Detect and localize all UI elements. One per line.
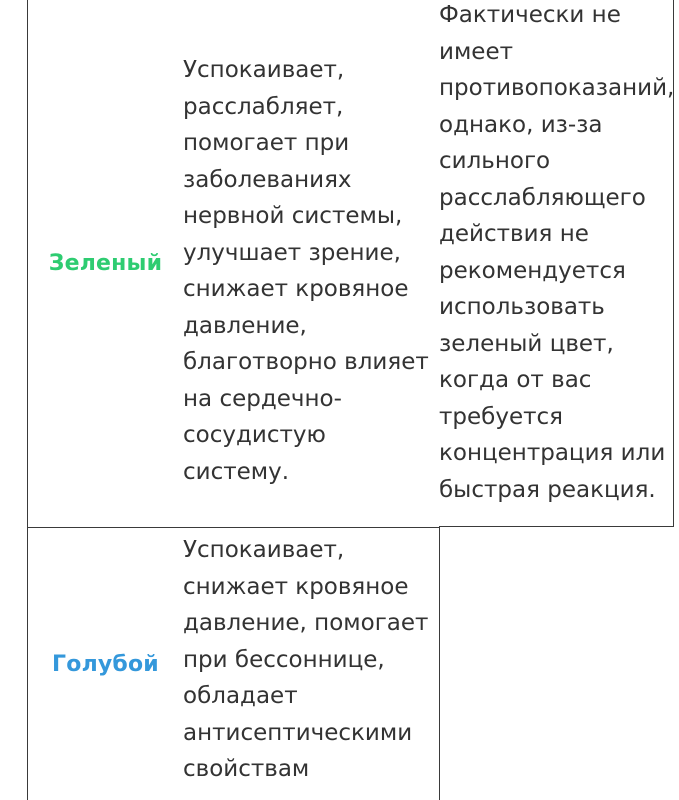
effect-text-green: Успокаивает, расслабляет, помогает при заболеваниях нервной системы, улучшает зрение, снижает кровяное давление, благотворно влияет на сердечно- сосудистую систему. [183, 57, 429, 485]
contraindications-cell-green [439, 0, 674, 527]
color-name-cell-green [27, 0, 184, 528]
effect-text-blue: Успокаивает, снижает кровяное давление, помогает при бессоннице, обладает антисептическими свойствам [183, 537, 429, 782]
color-name-blue: Голубой [52, 651, 159, 677]
color-name-cell-blue [27, 528, 184, 800]
effect-cell-green [183, 0, 440, 528]
color-name-green: Зеленый [48, 251, 163, 276]
contraindications-text-green: Фактически не имеет противопоказаний, однако, из-за сильного расслабляющего действия не рекомендуется использовать зеленый цвет, когда от вас требуется концентрация или быстрая реакция. [439, 2, 675, 503]
effect-cell-blue [183, 527, 440, 800]
